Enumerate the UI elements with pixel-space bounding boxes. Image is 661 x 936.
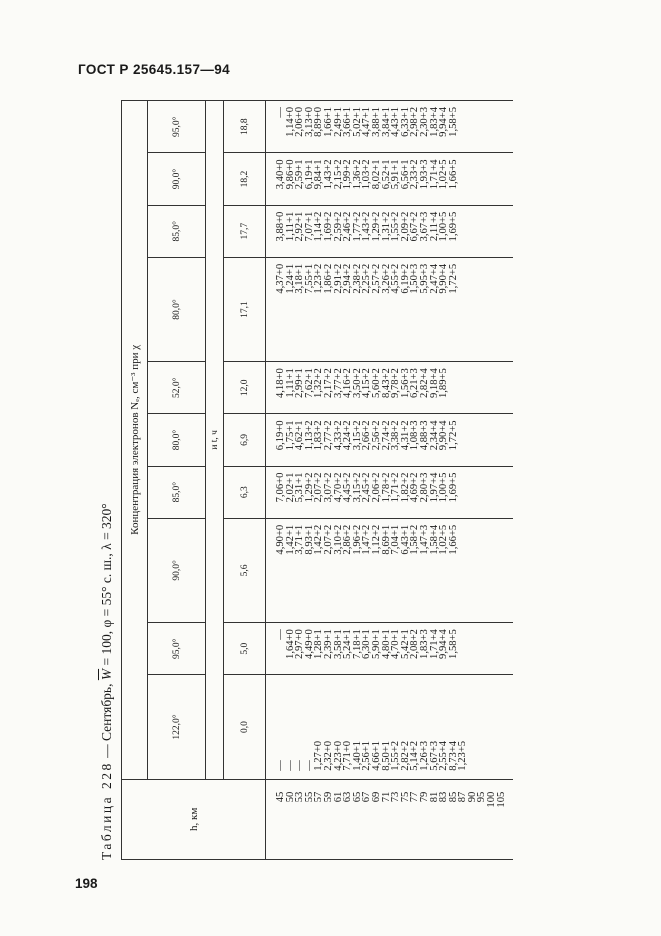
concentration-value: 2,91+2 xyxy=(332,263,344,294)
document-header: ГОСТ Р 25645.157—94 xyxy=(78,62,231,77)
chi-header: 90,0° xyxy=(148,153,206,205)
concentration-value: 9,78+2 xyxy=(390,368,402,399)
chi-header: 90,0° xyxy=(148,518,206,622)
concentration-value: — xyxy=(303,760,315,771)
concentration-value: 2,39+1 xyxy=(322,629,334,659)
concentration-value: 4,49+0 xyxy=(303,629,315,659)
group-header: Концентрация электронов Nₑ, см⁻³ при χ xyxy=(122,101,148,780)
concentration-value: 1,66+1 xyxy=(322,107,334,137)
concentration-value: 3,13+0 xyxy=(303,107,315,137)
concentration-value: 5,67+3 xyxy=(428,740,440,771)
concentration-value: 8,89+0 xyxy=(313,107,325,137)
data-stack xyxy=(276,206,458,257)
concentration-value: 1,58+4 xyxy=(428,524,440,555)
concentration-value: 1,58+5 xyxy=(447,629,459,659)
concentration-value: 1,14+2 xyxy=(313,211,325,242)
concentration-value: 4,16+2 xyxy=(342,368,354,399)
concentration-value: 2,32+0 xyxy=(322,740,334,771)
concentration-value: 2,74+2 xyxy=(380,420,392,451)
concentration-value: 4,47+1 xyxy=(361,107,373,137)
concentration-value: 7,18+1 xyxy=(351,629,363,659)
concentration-value: 7,04+1 xyxy=(390,524,402,555)
concentration-value: 1,69+5 xyxy=(447,472,459,503)
concentration-value: 2,34+4 xyxy=(428,420,440,451)
concentration-value: 4,33+2 xyxy=(332,420,344,451)
concentration-value: 4,18+0 xyxy=(275,368,286,399)
concentration-value: 8,02+1 xyxy=(370,159,382,190)
concentration-value: 2,82+2 xyxy=(399,740,411,771)
concentration-value: — xyxy=(275,107,286,118)
data-column xyxy=(266,623,514,675)
concentration-value: 1,29+2 xyxy=(370,211,382,242)
altitude-value: 85 xyxy=(447,791,459,803)
altitude-value: 95 xyxy=(476,791,488,803)
data-column xyxy=(266,101,514,153)
concentration-value: 1,42+2 xyxy=(313,524,325,555)
concentration-value: 1,02+5 xyxy=(438,159,450,190)
concentration-value: 3,88+0 xyxy=(275,211,286,242)
concentration-value: 1,72+5 xyxy=(447,263,459,294)
concentration-value: 1,00+5 xyxy=(438,472,450,503)
concentration-value: 1,43+2 xyxy=(322,159,334,190)
altitude-column xyxy=(266,779,514,859)
concentration-value: 3,84+1 xyxy=(380,107,392,137)
concentration-value: 2,55+4 xyxy=(438,740,450,771)
concentration-value: 4,55+2 xyxy=(390,263,402,294)
time-value: 6,3 xyxy=(224,466,266,518)
concentration-value: 7,06+0 xyxy=(275,472,286,503)
concentration-value: 2,06+0 xyxy=(294,107,306,137)
concentration-value: 3,88+1 xyxy=(370,107,382,137)
electron-concentration-table xyxy=(121,100,513,860)
concentration-value: 4,70+1 xyxy=(390,629,402,659)
concentration-value: 4,69+2 xyxy=(409,472,421,503)
concentration-value: 8,73+4 xyxy=(447,740,459,771)
concentration-value: 1,26+3 xyxy=(418,740,430,771)
concentration-value: 5,02+1 xyxy=(351,107,363,137)
concentration-value: 3,15+2 xyxy=(351,472,363,503)
time-value: 0,0 xyxy=(224,675,266,779)
data-column xyxy=(266,257,514,361)
data-column xyxy=(266,414,514,466)
concentration-value: 3,67+3 xyxy=(418,211,430,242)
data-column xyxy=(266,518,514,622)
concentration-value: 4,23+0 xyxy=(332,740,344,771)
concentration-value: — xyxy=(275,760,286,771)
concentration-value: 2,17+2 xyxy=(322,368,334,399)
concentration-value: 8,93+1 xyxy=(303,524,315,555)
concentration-value: 1,23+2 xyxy=(313,263,325,294)
concentration-value: 2,38+2 xyxy=(351,263,363,294)
data-stack xyxy=(276,519,458,622)
concentration-value: 6,56+1 xyxy=(399,159,411,190)
concentration-value: 9,90+4 xyxy=(438,420,450,451)
concentration-value: 1,55+2 xyxy=(390,211,402,242)
concentration-value: 4,31+2 xyxy=(399,420,411,451)
chi-header: 80,0° xyxy=(148,257,206,361)
concentration-value: 4,80+1 xyxy=(380,629,392,659)
concentration-value: 1,83+3 xyxy=(418,629,430,659)
altitude-value: 81 xyxy=(428,791,440,803)
concentration-value: 2,15+2 xyxy=(332,159,344,190)
concentration-value: 1,72+5 xyxy=(447,420,459,451)
concentration-value: 1,69+2 xyxy=(322,211,334,242)
concentration-value: 1,83+2 xyxy=(313,420,325,451)
time-value: 6,9 xyxy=(224,414,266,466)
concentration-value: 3,38+2 xyxy=(390,420,402,451)
concentration-value: 6,33+1 xyxy=(399,107,411,137)
rotated-table-block xyxy=(95,100,515,860)
concentration-value: 1,97+4 xyxy=(428,472,440,503)
concentration-value: 6,19+1 xyxy=(303,159,315,190)
concentration-value: 6,19+0 xyxy=(275,420,286,451)
data-column xyxy=(266,675,514,779)
concentration-value: 2,77+2 xyxy=(322,420,334,451)
concentration-value: 5,42+1 xyxy=(399,629,411,659)
data-stack xyxy=(276,675,468,778)
altitude-value: 100 xyxy=(486,791,498,808)
concentration-value: 4,70+2 xyxy=(332,472,344,503)
altitude-list xyxy=(276,780,506,859)
concentration-value: 5,31+1 xyxy=(294,472,306,503)
concentration-value: 1,71+4 xyxy=(428,159,440,190)
concentration-value: 1,83+4 xyxy=(428,107,440,137)
altitude-value: 55 xyxy=(303,791,315,803)
concentration-value: 1,42+1 xyxy=(284,524,296,555)
table-caption-rest: = 100, φ = 55° с. ш., λ = 320° xyxy=(99,503,114,669)
concentration-value: 4,90+0 xyxy=(275,524,286,555)
concentration-value: 3,07+2 xyxy=(322,472,334,503)
concentration-value: 1,11+1 xyxy=(284,211,296,242)
concentration-value: 2,30+3 xyxy=(418,107,430,137)
time-header: и t, ч xyxy=(206,101,224,780)
table-caption-dash: — Сентябрь, xyxy=(99,680,114,762)
concentration-value: 1,55+2 xyxy=(390,740,402,771)
concentration-value: 2,49+1 xyxy=(332,107,344,137)
concentration-value: 2,59+2 xyxy=(332,211,344,242)
concentration-value: 3,15+2 xyxy=(351,420,363,451)
time-value: 17,7 xyxy=(224,205,266,257)
concentration-value: 1,47+3 xyxy=(418,524,430,555)
concentration-value: 1,27+0 xyxy=(313,740,325,771)
concentration-value: 1,56+3 xyxy=(399,368,411,399)
time-value: 18,2 xyxy=(224,153,266,205)
concentration-value: 4,43+1 xyxy=(390,107,402,137)
concentration-value: 2,56+1 xyxy=(361,740,373,771)
concentration-value: 1,43+2 xyxy=(361,211,373,242)
concentration-value: 6,30+1 xyxy=(361,629,373,659)
concentration-value: 1,02+5 xyxy=(438,524,450,555)
time-value: 12,0 xyxy=(224,362,266,414)
concentration-value: 1,66+5 xyxy=(447,159,459,190)
concentration-value: 1,36+2 xyxy=(351,159,363,190)
chi-header: 85,0° xyxy=(148,466,206,518)
data-stack xyxy=(276,258,458,361)
concentration-value: 1,64+0 xyxy=(284,629,296,659)
altitude-value: 87 xyxy=(457,791,469,803)
concentration-value: — xyxy=(275,629,286,640)
concentration-value: 2,47+4 xyxy=(428,263,440,294)
chi-header: 85,0° xyxy=(148,205,206,257)
altitude-value: 67 xyxy=(361,791,373,803)
concentration-value: 2,94+2 xyxy=(342,263,354,294)
altitude-value: 59 xyxy=(322,791,334,803)
altitude-value: 53 xyxy=(294,791,306,803)
time-value: 17,1 xyxy=(224,257,266,361)
concentration-value: 1,89+5 xyxy=(438,368,450,399)
concentration-value: 8,69+1 xyxy=(380,524,392,555)
concentration-value: 2,56+2 xyxy=(370,420,382,451)
data-stack xyxy=(276,101,458,152)
concentration-value: 9,18+4 xyxy=(428,368,440,399)
altitude-value: 75 xyxy=(399,791,411,803)
chi-header: 80,0° xyxy=(148,414,206,466)
concentration-value: 2,09+2 xyxy=(399,211,411,242)
data-column xyxy=(266,205,514,257)
data-column xyxy=(266,466,514,518)
concentration-value: 2,11+4 xyxy=(428,211,440,242)
concentration-value: 1,71+2 xyxy=(390,472,402,503)
time-value: 5,0 xyxy=(224,623,266,675)
concentration-value: 1,29+2 xyxy=(303,472,315,503)
altitude-header: h, км xyxy=(122,779,266,859)
concentration-value: 1,58+2 xyxy=(409,524,421,555)
concentration-value: 1,31+2 xyxy=(380,211,392,242)
concentration-value: 2,99+1 xyxy=(294,368,306,399)
altitude-value: 57 xyxy=(313,791,325,803)
concentration-value: 6,21+3 xyxy=(409,368,421,399)
concentration-value: 2,45+2 xyxy=(361,472,373,503)
concentration-value: 5,14+2 xyxy=(409,740,421,771)
concentration-value: 2,06+2 xyxy=(370,472,382,503)
concentration-value: 2,02+1 xyxy=(284,472,296,503)
concentration-value: 4,37+0 xyxy=(275,263,286,294)
concentration-value: 9,84+1 xyxy=(313,159,325,190)
concentration-value: 4,88+3 xyxy=(418,420,430,451)
concentration-value: 1,82+2 xyxy=(399,472,411,503)
concentration-value: 1,28+1 xyxy=(313,629,325,659)
altitude-value: 79 xyxy=(418,791,430,803)
altitude-value: 45 xyxy=(275,791,286,803)
concentration-value: 1,77+2 xyxy=(351,211,363,242)
concentration-value: 8,50+1 xyxy=(380,740,392,771)
altitude-value: 69 xyxy=(370,791,382,803)
concentration-value: 7,62+1 xyxy=(303,368,315,399)
concentration-value: 1,13+2 xyxy=(303,420,315,451)
concentration-value: 1,12+2 xyxy=(370,524,382,555)
concentration-value: 3,40+0 xyxy=(275,159,286,190)
concentration-value: 4,45+2 xyxy=(342,472,354,503)
concentration-value: 2,82+4 xyxy=(418,368,430,399)
concentration-value: 2,92+1 xyxy=(294,211,306,242)
concentration-value: 5,60+2 xyxy=(370,368,382,399)
concentration-value: 2,07+2 xyxy=(322,524,334,555)
concentration-value: 9,94+4 xyxy=(438,629,450,659)
concentration-value: 1,40+1 xyxy=(351,740,363,771)
concentration-value: 6,19+2 xyxy=(399,263,411,294)
concentration-value: 1,86+2 xyxy=(322,263,334,294)
altitude-value: 83 xyxy=(438,791,450,803)
concentration-value: 1,24+1 xyxy=(284,263,296,294)
data-column xyxy=(266,153,514,205)
concentration-value: 4,62+1 xyxy=(294,420,306,451)
data-stack xyxy=(276,153,458,204)
altitude-value: 105 xyxy=(495,791,507,808)
altitude-value: 65 xyxy=(351,791,363,803)
concentration-value: 3,58+1 xyxy=(332,629,344,659)
concentration-value: 2,33+2 xyxy=(409,159,421,190)
concentration-value: 7,55+1 xyxy=(303,263,315,294)
concentration-value: 1,03+2 xyxy=(361,159,373,190)
altitude-value: 63 xyxy=(342,791,354,803)
altitude-value: 50 xyxy=(284,791,296,803)
concentration-value: 1,75+1 xyxy=(284,420,296,451)
chi-header: 95,0° xyxy=(148,101,206,153)
concentration-value: 1,47+2 xyxy=(361,524,373,555)
time-value: 18,8 xyxy=(224,101,266,153)
concentration-value: 1,71+4 xyxy=(428,629,440,659)
concentration-value: 1,23+5 xyxy=(457,740,469,771)
concentration-value: 1,96+2 xyxy=(351,524,363,555)
chi-header: 52,0° xyxy=(148,362,206,414)
concentration-value: 8,43+2 xyxy=(380,368,392,399)
concentration-value: 6,52+1 xyxy=(380,159,392,190)
concentration-value: 9,94+4 xyxy=(438,107,450,137)
concentration-value: 1,69+5 xyxy=(447,211,459,242)
concentration-value: 7,71+0 xyxy=(342,740,354,771)
concentration-value: 2,46+2 xyxy=(342,211,354,242)
table-caption xyxy=(95,503,119,860)
concentration-value: 3,71+1 xyxy=(294,524,306,555)
altitude-value: 71 xyxy=(380,791,392,803)
concentration-value: 3,26+2 xyxy=(380,263,392,294)
concentration-value: 5,95+3 xyxy=(418,263,430,294)
concentration-value: 1,93+3 xyxy=(418,159,430,190)
concentration-value: 1,11+1 xyxy=(284,368,296,398)
table-caption-w: $\overline{W}$ xyxy=(99,668,114,681)
concentration-value: 3,10+2 xyxy=(332,524,344,555)
concentration-value: 2,98+2 xyxy=(409,107,421,137)
concentration-value: 3,77+2 xyxy=(332,368,344,399)
concentration-value: 2,08+2 xyxy=(409,629,421,659)
concentration-value: 3,18+1 xyxy=(294,263,306,294)
data-stack xyxy=(276,623,458,674)
concentration-value: — xyxy=(294,760,306,771)
concentration-value: 2,25+2 xyxy=(361,263,373,294)
concentration-value: 6,67+2 xyxy=(409,211,421,242)
concentration-value: 2,57+2 xyxy=(370,263,382,294)
data-column xyxy=(266,362,514,414)
concentration-value: 2,86+2 xyxy=(342,524,354,555)
chi-header: 95,0° xyxy=(148,623,206,675)
concentration-value: 1,50+3 xyxy=(409,263,421,294)
concentration-value: 1,58+5 xyxy=(447,107,459,137)
concentration-value: 4,24+2 xyxy=(342,420,354,451)
data-stack xyxy=(276,414,458,465)
altitude-value: 73 xyxy=(390,791,402,803)
concentration-value: 1,78+2 xyxy=(380,472,392,503)
concentration-value: 5,90+1 xyxy=(370,629,382,659)
concentration-value: 5,91+1 xyxy=(390,159,402,190)
concentration-value: 1,99+2 xyxy=(342,159,354,190)
concentration-value: 9,90+4 xyxy=(438,263,450,294)
concentration-value: 1,14+0 xyxy=(284,107,296,137)
concentration-value: 2,66+2 xyxy=(361,420,373,451)
concentration-value: 1,66+5 xyxy=(447,524,459,555)
table-caption-prefix: Таблица 228 xyxy=(99,761,114,860)
concentration-value: 2,07+2 xyxy=(313,472,325,503)
altitude-value: 90 xyxy=(466,791,478,803)
chi-header: 122,0° xyxy=(148,675,206,779)
concentration-value: 9,86+0 xyxy=(284,159,296,190)
altitude-value: 77 xyxy=(409,791,421,803)
concentration-value: 1,08+3 xyxy=(409,420,421,451)
concentration-value: 5,24+1 xyxy=(342,629,354,659)
concentration-value: 3,66+1 xyxy=(342,107,354,137)
altitude-value: 61 xyxy=(332,791,344,803)
data-stack xyxy=(276,362,449,413)
concentration-value: 7,07+1 xyxy=(303,211,315,242)
concentration-value: 2,59+1 xyxy=(294,159,306,190)
concentration-value: 2,80+3 xyxy=(418,472,430,503)
concentration-value: 6,43+1 xyxy=(399,524,411,555)
concentration-value: — xyxy=(284,760,296,771)
concentration-value: 1,32+2 xyxy=(313,368,325,399)
concentration-value: 3,50+2 xyxy=(351,368,363,399)
time-value: 5,6 xyxy=(224,518,266,622)
concentration-value: 4,15+2 xyxy=(361,368,373,399)
concentration-value: 4,66+1 xyxy=(370,740,382,771)
concentration-value: 1,00+5 xyxy=(438,211,450,242)
page-number: 198 xyxy=(75,876,98,891)
data-stack xyxy=(276,467,458,518)
concentration-value: 2,97+0 xyxy=(294,629,306,659)
